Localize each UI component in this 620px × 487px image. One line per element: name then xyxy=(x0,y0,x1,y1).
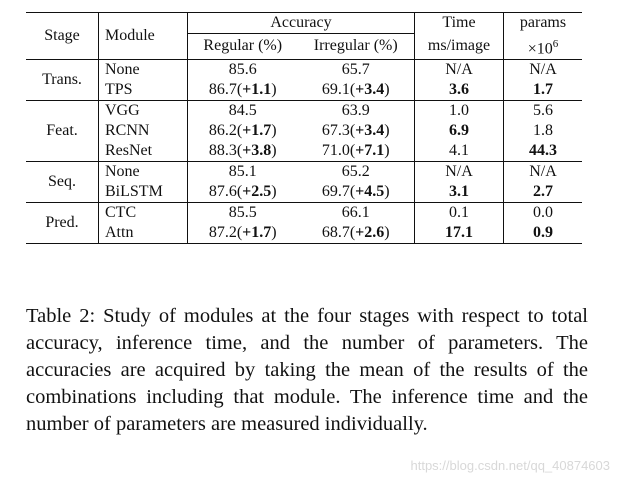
irregular-value: 63.9 xyxy=(341,101,370,119)
irregular-accuracy-cell: 69.1(+3.4) xyxy=(297,80,414,101)
time-cell: 4.1 xyxy=(415,141,504,162)
module-cell: CTC xyxy=(99,202,188,223)
regular-value: 86.2 xyxy=(208,121,237,139)
table-row xyxy=(26,141,582,162)
table-row xyxy=(26,100,582,121)
irregular-value: 69.7 xyxy=(321,182,350,200)
irregular-value: 65.2 xyxy=(341,162,370,180)
regular-accuracy-cell xyxy=(188,161,298,182)
regular-accuracy-cell xyxy=(188,59,298,80)
module-cell: Attn xyxy=(99,223,188,244)
time-cell: 6.9 xyxy=(415,121,504,141)
irregular-delta: +3.4 xyxy=(355,121,385,139)
params-cell: 44.3 xyxy=(529,141,557,159)
regular-accuracy-cell: 87.6(+2.5) xyxy=(208,182,277,200)
irregular-accuracy-cell: 68.7(+2.6) xyxy=(297,223,414,244)
regular-value: 84.5 xyxy=(228,101,257,119)
regular-value: 87.6 xyxy=(208,182,237,200)
table-body xyxy=(26,59,582,243)
time-cell: 0.1 xyxy=(415,202,504,223)
header-time-unit: ms/image xyxy=(415,34,504,60)
irregular-value: 66.1 xyxy=(341,203,370,221)
time-cell: 1.0 xyxy=(415,100,504,121)
table-caption: Table 2: Study of modules at the four stages with respect to total accuracy, inference time, and the number of parameters. The accuracies are acquired by taking the mean of the results of the combinations including that module. The inference time and the number of parameters are measured individually. xyxy=(26,305,588,435)
irregular-accuracy-cell xyxy=(297,59,414,80)
params-cell: N/A xyxy=(504,161,583,182)
params-cell: 2.7 xyxy=(533,182,553,200)
params-cell: 0.9 xyxy=(533,223,553,241)
table-row xyxy=(26,121,582,141)
regular-value: 86.7 xyxy=(208,80,237,98)
header-stage: Stage xyxy=(26,13,99,60)
irregular-delta: +7.1 xyxy=(355,141,385,159)
regular-accuracy-cell xyxy=(188,100,298,121)
time-cell: 3.6 xyxy=(415,80,504,101)
regular-accuracy-cell: 86.2(+1.7) xyxy=(208,121,277,139)
irregular-value: 68.7 xyxy=(321,223,350,241)
header-accuracy: Accuracy xyxy=(188,13,415,34)
table-row xyxy=(26,161,582,182)
regular-value: 85.5 xyxy=(228,203,257,221)
params-cell: 1.7 xyxy=(533,80,553,98)
regular-accuracy-cell xyxy=(188,202,298,223)
stage-label: Feat. xyxy=(26,100,99,161)
irregular-value: 65.7 xyxy=(341,60,370,78)
time-cell: N/A xyxy=(415,59,504,80)
regular-delta: +1.1 xyxy=(242,80,272,98)
module-cell: None xyxy=(99,161,188,182)
module-cell: RCNN xyxy=(99,121,188,141)
stage-label: Pred. xyxy=(26,202,99,243)
regular-accuracy-cell: 86.7(+1.1) xyxy=(208,80,277,98)
regular-value: 85.6 xyxy=(228,60,257,78)
time-cell: N/A xyxy=(415,161,504,182)
params-unit-base: ×10 xyxy=(527,39,553,57)
regular-accuracy-cell: 87.2(+1.7) xyxy=(208,223,277,241)
irregular-value: 69.1 xyxy=(321,80,350,98)
regular-delta: +1.7 xyxy=(242,121,272,139)
module-cell: None xyxy=(99,59,188,80)
regular-delta: +2.5 xyxy=(242,182,272,200)
irregular-delta: +2.6 xyxy=(355,223,385,241)
module-cell: TPS xyxy=(99,80,188,101)
regular-accuracy-cell: 88.3(+3.8) xyxy=(208,141,277,159)
stage-label: Seq. xyxy=(26,161,99,202)
regular-delta: +1.7 xyxy=(242,223,272,241)
params-cell: 1.8 xyxy=(533,121,553,139)
irregular-delta: +4.5 xyxy=(355,182,385,200)
params-cell: 0.0 xyxy=(504,202,583,223)
time-cell: 17.1 xyxy=(415,223,504,244)
irregular-accuracy-cell xyxy=(297,100,414,121)
irregular-accuracy-cell: 71.0(+7.1) xyxy=(297,141,414,162)
regular-delta: +3.8 xyxy=(242,141,272,159)
stage-label: Trans. xyxy=(26,59,99,100)
time-cell: 3.1 xyxy=(415,182,504,203)
table-row xyxy=(26,182,582,203)
module-study-table xyxy=(26,12,582,244)
params-cell: N/A xyxy=(529,60,557,78)
table-row xyxy=(26,202,582,223)
header-time-top: Time xyxy=(415,13,504,34)
header-params-top: params xyxy=(519,14,567,32)
header-module: Module xyxy=(99,13,188,60)
regular-value: 88.3 xyxy=(208,141,237,159)
irregular-accuracy-cell: 69.7(+4.5) xyxy=(297,182,414,203)
watermark: https://blog.csdn.net/qq_40874603 xyxy=(410,458,610,473)
irregular-delta: +3.4 xyxy=(355,80,385,98)
table-row xyxy=(26,80,582,101)
header-params-unit xyxy=(504,34,583,60)
params-cell: 5.6 xyxy=(504,100,583,121)
irregular-accuracy-cell xyxy=(297,202,414,223)
irregular-value: 67.3 xyxy=(321,121,350,139)
module-cell: ResNet xyxy=(99,141,188,162)
header-irregular: Irregular (%) xyxy=(297,34,414,60)
irregular-accuracy-cell xyxy=(297,161,414,182)
table-row xyxy=(26,59,582,80)
irregular-accuracy-cell: 67.3(+3.4) xyxy=(297,121,414,141)
table-row xyxy=(26,223,582,244)
module-cell: VGG xyxy=(99,100,188,121)
regular-value: 87.2 xyxy=(208,223,237,241)
irregular-value: 71.0 xyxy=(321,141,350,159)
header-regular: Regular (%) xyxy=(203,37,283,55)
params-unit-exponent: 6 xyxy=(552,37,559,50)
module-cell: BiLSTM xyxy=(99,182,188,203)
regular-value: 85.1 xyxy=(228,162,257,180)
